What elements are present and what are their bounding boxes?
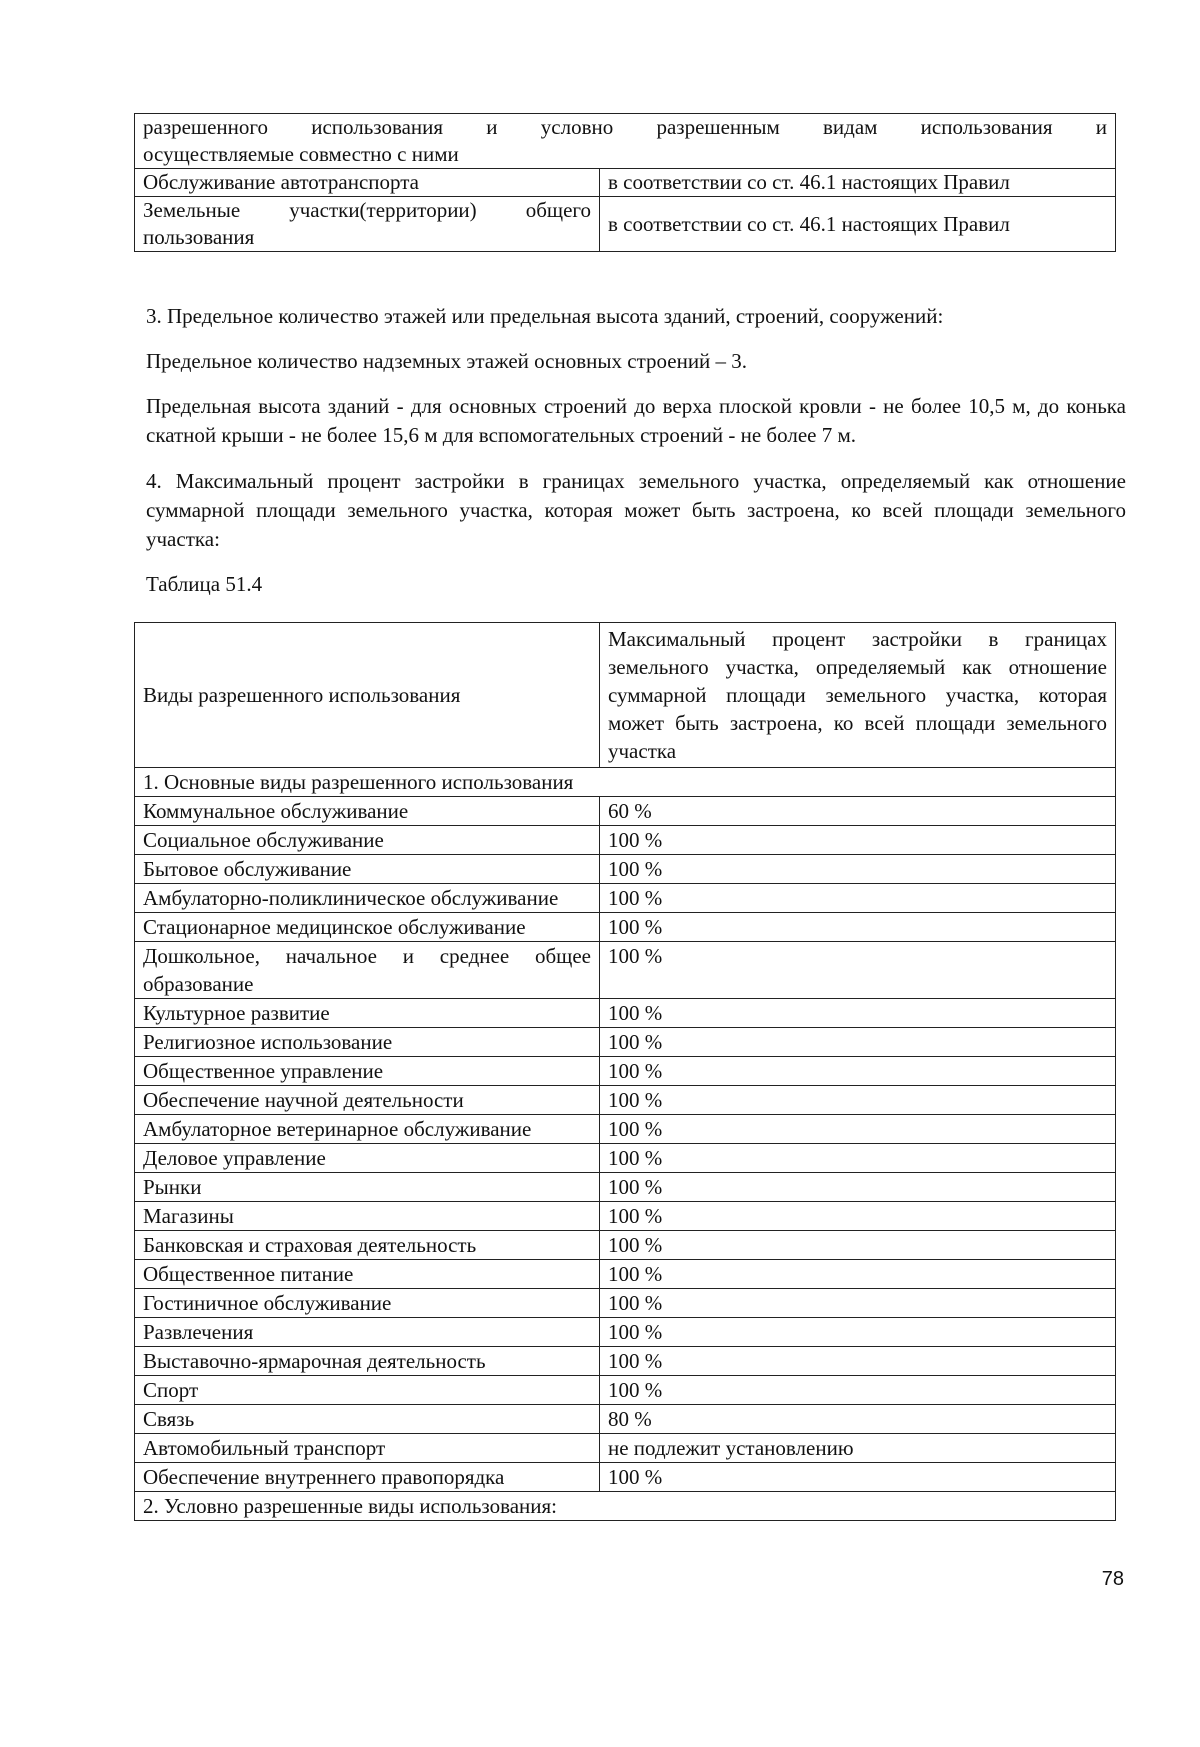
permitted-use-table-continued [134, 113, 1116, 252]
use-type-cell: Обеспечение внутреннего правопорядка [135, 1463, 600, 1492]
coverage-value-cell: 100 % [600, 1347, 1116, 1376]
table-row [135, 1463, 1116, 1492]
table-row [135, 1260, 1116, 1289]
use-type-cell: Дошкольное, начальное и среднее общее образование [135, 942, 600, 999]
table-row [135, 1173, 1116, 1202]
table-row [135, 1028, 1116, 1057]
table-row [135, 1115, 1116, 1144]
use-type-cell: Магазины [135, 1202, 600, 1231]
use-type-cell: Социальное обслуживание [135, 826, 600, 855]
table-row [135, 1434, 1116, 1463]
use-type-cell: Автомобильный транспорт [135, 1434, 600, 1463]
coverage-value-cell: 100 % [600, 1057, 1116, 1086]
coverage-value-cell: 100 % [600, 1260, 1116, 1289]
coverage-value-cell: 100 % [600, 1376, 1116, 1405]
table-row [135, 999, 1116, 1028]
coverage-value-cell: 100 % [600, 1463, 1116, 1492]
coverage-value-cell: 100 % [600, 855, 1116, 884]
table-row [135, 797, 1116, 826]
table-caption: Таблица 51.4 [146, 572, 263, 596]
use-type-cell: Обеспечение научной деятельности [135, 1086, 600, 1115]
coverage-value-cell: 100 % [600, 913, 1116, 942]
use-type-cell: Общественное питание [135, 1260, 600, 1289]
section-row [135, 768, 1116, 797]
coverage-value-cell: 100 % [600, 1202, 1116, 1231]
use-type-cell: Бытовое обслуживание [135, 855, 600, 884]
use-type-cell: Культурное развитие [135, 999, 600, 1028]
paragraph-floors-heading: 3. Предельное количество этажей или предельная высота зданий, строений, сооружений: [146, 304, 944, 328]
coverage-value-cell: 100 % [600, 826, 1116, 855]
page-number: 78 [1101, 1568, 1124, 1590]
column-header-use-types: Виды разрешенного использования [135, 623, 600, 768]
use-type-cell: Религиозное использование [135, 1028, 600, 1057]
use-type-cell: Коммунальное обслуживание [135, 797, 600, 826]
table-row [135, 913, 1116, 942]
use-type-cell: Развлечения [135, 1318, 600, 1347]
table-row [135, 826, 1116, 855]
table-row [135, 1086, 1116, 1115]
coverage-value-cell: 100 % [600, 1289, 1116, 1318]
column-header-max-coverage: Максимальный процент застройки в границах земельного участка, определяемый как отношение суммарной площади земельного участка, которая может быть застроена, ко всей площади земельного участка [600, 623, 1116, 768]
coverage-value-cell: 100 % [600, 1318, 1116, 1347]
coverage-value-cell: 100 % [600, 1144, 1116, 1173]
coverage-value-cell: 100 % [600, 1086, 1116, 1115]
section-row [135, 1492, 1116, 1521]
paragraph-coverage-heading: 4. Максимальный процент застройки в границах земельного участка, определяемый как отношение суммарной площади земельного участка, которая может быть застроена, ко всей площади земельного участка: [146, 469, 1126, 551]
table-row [135, 1202, 1116, 1231]
table-header-cell [135, 114, 1116, 169]
paragraph-floor-count: Предельное количество надземных этажей основных строений – 3. [146, 349, 748, 373]
regulation-cell: в соответствии со ст. 46.1 настоящих Правил [600, 197, 1116, 252]
header-line-1: разрешенного использования и условно разрешенным видам использования и [143, 115, 1107, 139]
coverage-value-cell: не подлежит установлению [600, 1434, 1116, 1463]
coverage-value-cell: 100 % [600, 1028, 1116, 1057]
table-row [135, 197, 1116, 252]
use-type-cell: Деловое управление [135, 1144, 600, 1173]
coverage-value-cell: 100 % [600, 999, 1116, 1028]
section-heading-main-uses: 1. Основные виды разрешенного использования [135, 768, 1116, 797]
use-type-cell: Амбулаторное ветеринарное обслуживание [135, 1115, 600, 1144]
table-row [135, 1057, 1116, 1086]
table-header-row [135, 623, 1116, 768]
use-type-cell: Выставочно-ярмарочная деятельность [135, 1347, 600, 1376]
table-row [135, 942, 1116, 999]
coverage-value-cell: 100 % [600, 942, 1116, 999]
use-type-cell: Амбулаторно-поликлиническое обслуживание [135, 884, 600, 913]
use-type-cell: Гостиничное обслуживание [135, 1289, 600, 1318]
use-type-cell: Обслуживание автотранспорта [135, 169, 600, 197]
header-line-2: осуществляемые совместно с ними [143, 142, 459, 166]
coverage-value-cell: 100 % [600, 884, 1116, 913]
coverage-value-cell: 80 % [600, 1405, 1116, 1434]
use-type-cell: Рынки [135, 1173, 600, 1202]
coverage-value-cell: 60 % [600, 797, 1116, 826]
coverage-percentage-table [134, 622, 1116, 1521]
table-row [135, 169, 1116, 197]
table-row [135, 1289, 1116, 1318]
regulation-cell: в соответствии со ст. 46.1 настоящих Правил [600, 169, 1116, 197]
table-body [135, 797, 1116, 1492]
table-row [135, 855, 1116, 884]
coverage-value-cell: 100 % [600, 1173, 1116, 1202]
table-row [135, 114, 1116, 169]
table-row [135, 1347, 1116, 1376]
table-row [135, 1231, 1116, 1260]
coverage-value-cell: 100 % [600, 1231, 1116, 1260]
use-type-cell: Связь [135, 1405, 600, 1434]
section-heading-conditional-uses: 2. Условно разрешенные виды использования: [135, 1492, 1116, 1521]
table-row [135, 1405, 1116, 1434]
use-type-cell: Спорт [135, 1376, 600, 1405]
use-type-cell: Земельные участки(территории) общего пользования [135, 197, 600, 252]
coverage-value-cell: 100 % [600, 1115, 1116, 1144]
paragraph-building-height: Предельная высота зданий - для основных строений до верха плоской кровли - не более 10,5 м, до конька скатной крыши - не более 15,6 м для вспомогательных строений - не более 7 м. [146, 394, 1126, 447]
use-type-cell: Общественное управление [135, 1057, 600, 1086]
table-row [135, 1376, 1116, 1405]
table-row [135, 1144, 1116, 1173]
table-row [135, 884, 1116, 913]
use-type-cell: Банковская и страховая деятельность [135, 1231, 600, 1260]
use-type-cell: Стационарное медицинское обслуживание [135, 913, 600, 942]
table-row [135, 1318, 1116, 1347]
